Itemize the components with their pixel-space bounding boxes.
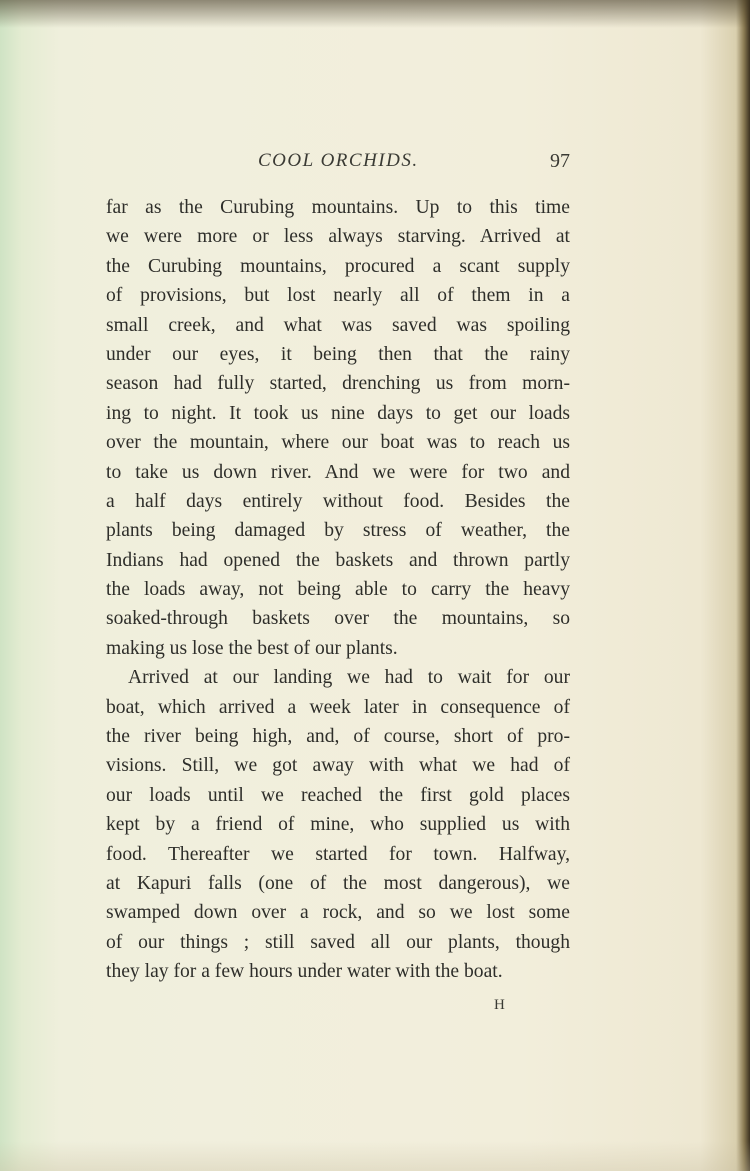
- page-number: 97: [550, 150, 570, 172]
- text-line: our loads until we reached the first gold places: [106, 784, 570, 806]
- text-line: ing to night. It took us nine days to get our loads: [106, 402, 570, 424]
- text-line: the river being high, and, of course, short of pro-: [106, 726, 570, 748]
- body-text: [106, 193, 570, 987]
- text-line: Arrived at our landing we had to wait for our: [128, 667, 570, 689]
- text-line: of our things ; still saved all our plants, though: [106, 931, 570, 953]
- text-line: visions. Still, we got away with what we had of: [106, 755, 570, 777]
- paragraph-2: [106, 663, 570, 986]
- text-line: plants being damaged by stress of weather, the: [106, 520, 570, 542]
- text-line: swamped down over a rock, and so we lost some: [106, 902, 570, 924]
- running-head: COOL ORCHIDS.: [258, 150, 419, 171]
- text-line: of provisions, but lost nearly all of them in a: [106, 285, 570, 307]
- paragraph-1: [106, 193, 570, 663]
- text-line: over the mountain, where our boat was to reach us: [106, 432, 570, 454]
- text-line: at Kapuri falls (one of the most dangerous), we: [106, 872, 570, 894]
- text-line: the loads away, not being able to carry the heavy: [106, 579, 570, 601]
- text-line: a half days entirely without food. Besides the: [106, 490, 570, 512]
- text-line: small creek, and what was saved was spoiling: [106, 314, 570, 336]
- text-line: under our eyes, it being then that the rainy: [106, 343, 570, 365]
- text-line: they lay for a few hours under water with the boat.: [106, 961, 503, 983]
- text-line: Indians had opened the baskets and thrown partly: [106, 549, 570, 571]
- text-line: far as the Curubing mountains. Up to this time: [106, 197, 570, 218]
- text-line: kept by a friend of mine, who supplied us with: [106, 814, 570, 836]
- text-line: to take us down river. And we were for two and: [106, 461, 570, 483]
- text-line: we were more or less always starving. Arrived at: [106, 226, 570, 248]
- text-line: making us lose the best of our plants.: [106, 637, 398, 659]
- text-line: soaked-through baskets over the mountains, so: [106, 608, 570, 630]
- text-line: the Curubing mountains, procured a scant supply: [106, 255, 570, 277]
- text-line: season had fully started, drenching us from morn-: [106, 373, 570, 395]
- text-line: boat, which arrived a week later in consequence of: [106, 696, 570, 718]
- page-header: [104, 150, 570, 180]
- text-line: food. Thereafter we started for town. Halfway,: [106, 843, 570, 865]
- signature-mark: H: [494, 997, 506, 1013]
